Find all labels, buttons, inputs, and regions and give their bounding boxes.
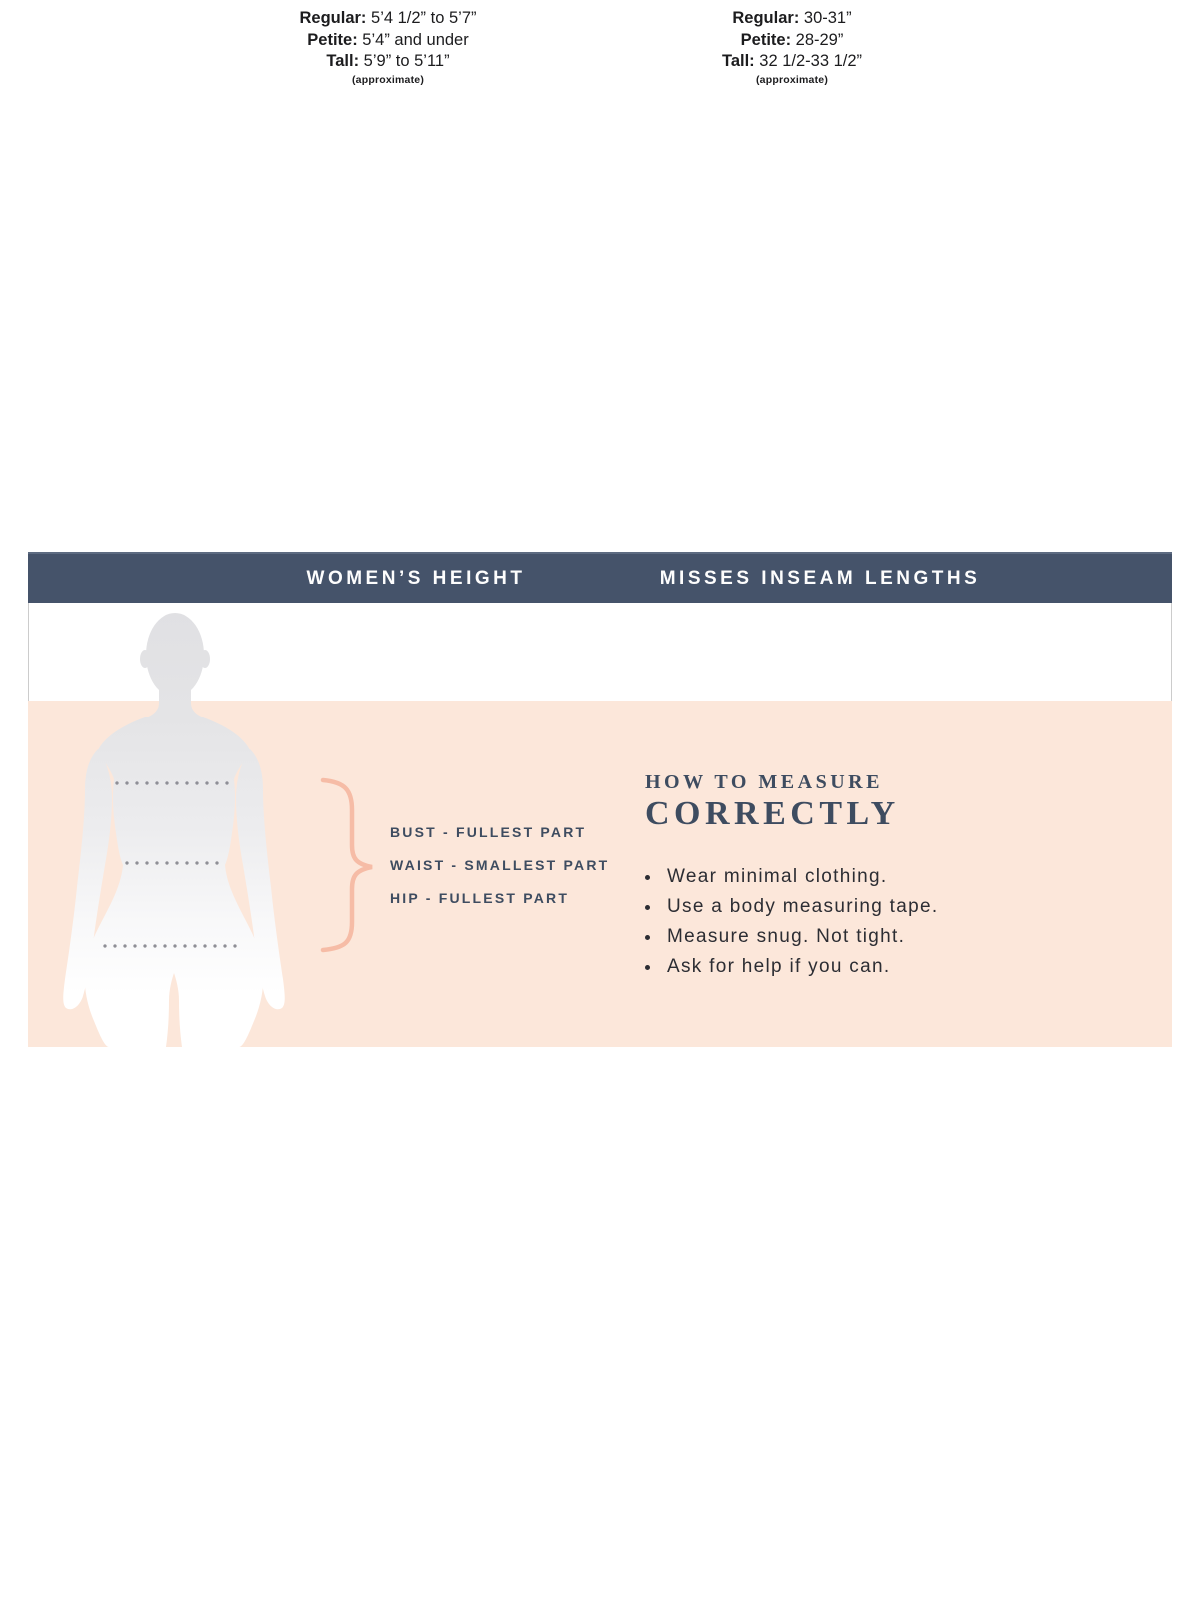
height-row-petite: Petite: 5’4” and under: [307, 30, 469, 49]
curly-brace-graphic: [315, 768, 385, 960]
bullet-dot: [645, 875, 650, 880]
list-item: Measure snug. Not tight.: [645, 922, 938, 952]
list-item: Wear minimal clothing.: [645, 862, 938, 892]
bullet-dot: [645, 905, 650, 910]
womens-height-title: WOMEN’S HEIGHT: [306, 567, 526, 589]
hip-label: HIP - FULLEST PART: [390, 890, 570, 906]
inseam-row-regular: Regular: 30-31”: [732, 9, 852, 27]
bullet-dot: [645, 935, 650, 940]
header-bar: [28, 552, 1172, 603]
approximate-note: (approximate): [351, 73, 425, 86]
correctly-title: CORRECTLY: [645, 795, 900, 832]
height-row-regular: Regular: 5’4 1/2” to 5’7”: [299, 9, 477, 27]
misses-inseam-title: MISSES INSEAM LENGTHS: [659, 567, 981, 589]
list-item: Ask for help if you can.: [645, 952, 938, 982]
silhouette-torso: [85, 717, 264, 1047]
female-body-silhouette-graphic: [35, 605, 315, 1047]
measure-tips-list: [645, 862, 938, 982]
list-item: Use a body measuring tape.: [645, 892, 938, 922]
height-row-tall: Tall: 5’9” to 5’11”: [326, 52, 450, 70]
bust-dotted-line: [112, 781, 230, 785]
approximate-note: (approximate): [755, 73, 829, 86]
how-to-measure-title: HOW TO MEASURE: [645, 771, 883, 793]
inseam-row-petite: Petite: 28-29”: [740, 30, 844, 49]
waist-label: WAIST - SMALLEST PART: [390, 857, 610, 873]
hip-dotted-line: [100, 944, 242, 948]
bust-label: BUST - FULLEST PART: [390, 824, 587, 840]
bullet-dot: [645, 965, 650, 970]
inseam-row-tall: Tall: 32 1/2-33 1/2”: [721, 52, 863, 70]
inseam-length-values: [532, 8, 1052, 88]
waist-dotted-line: [122, 861, 224, 865]
